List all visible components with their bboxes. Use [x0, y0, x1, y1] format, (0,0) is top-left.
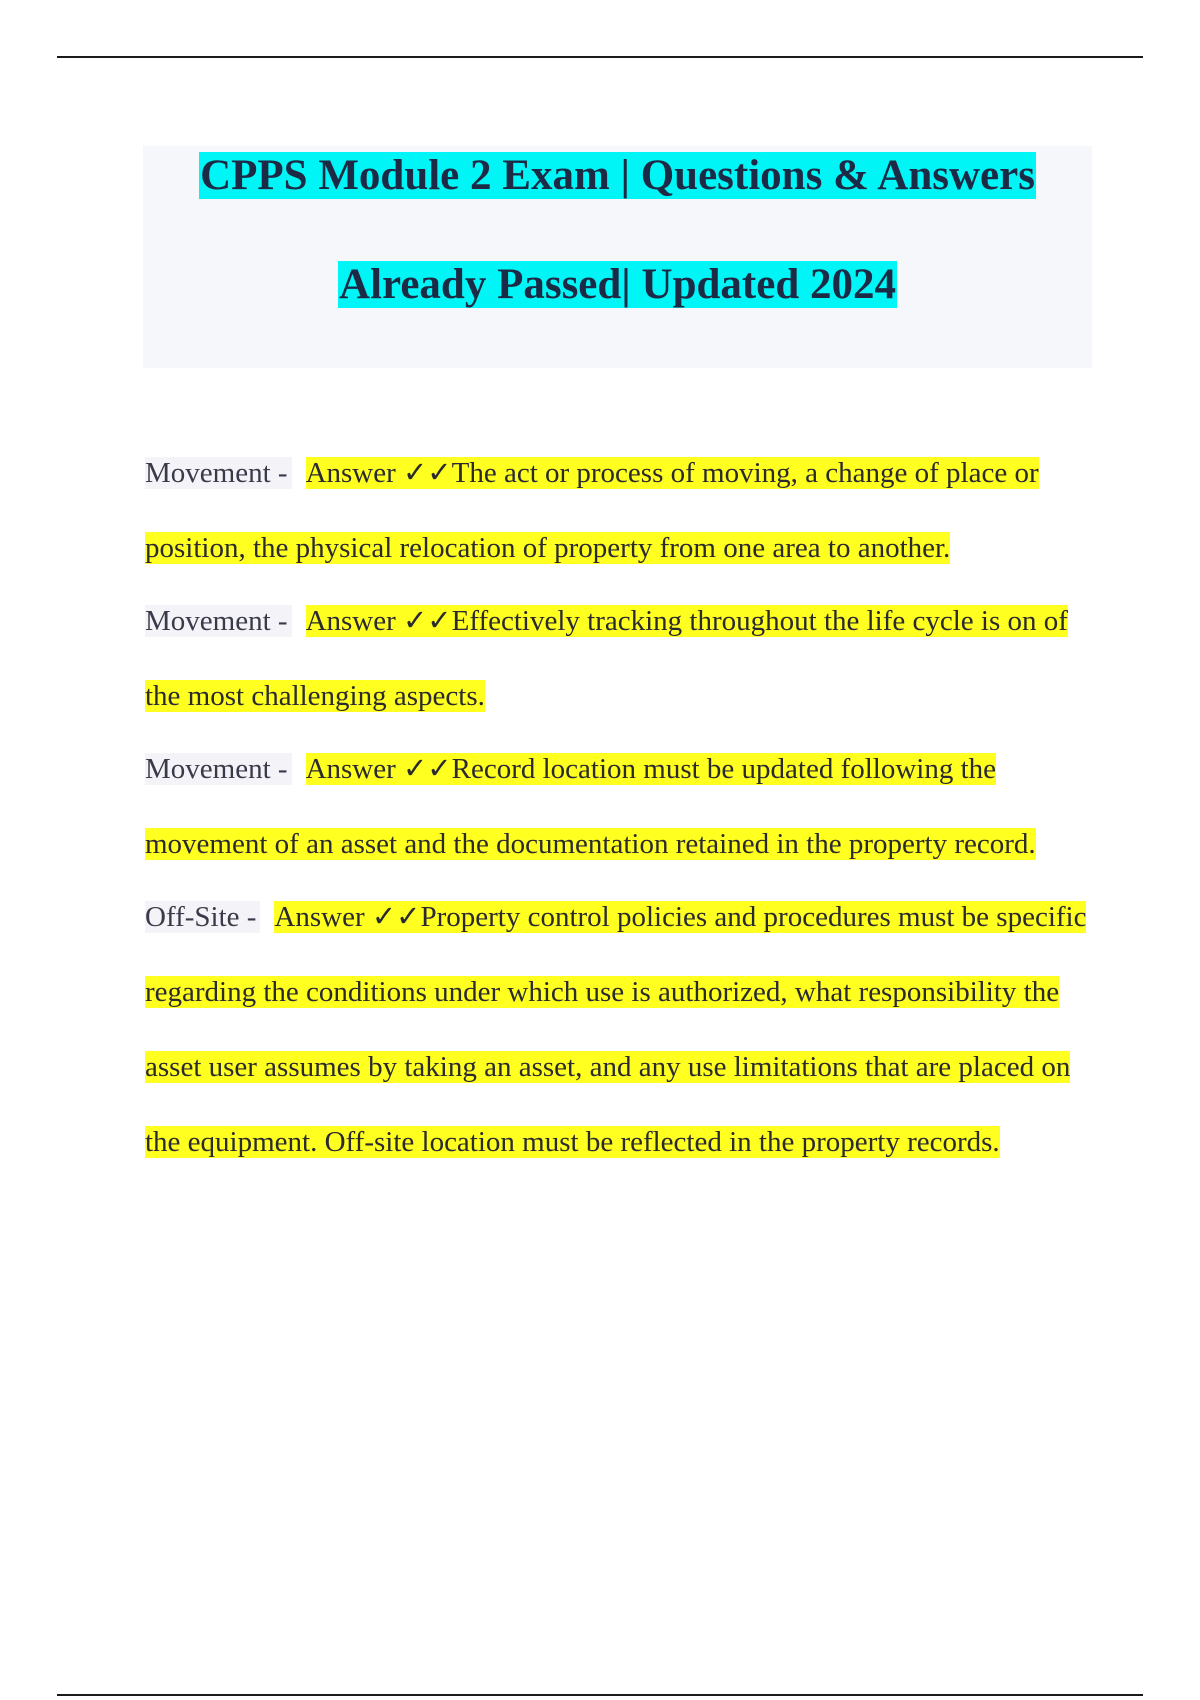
- document-title-line-1: CPPS Module 2 Exam | Questions & Answers: [200, 152, 1035, 199]
- document-title-block: [143, 146, 1092, 368]
- qa-term: Off-Site -: [145, 901, 260, 933]
- qa-term: Movement -: [145, 605, 292, 637]
- qa-item: [145, 880, 1095, 1180]
- qa-term: Movement -: [145, 753, 292, 785]
- qa-answer: Answer ✓✓Effectively tracking throughout the life cycle is on of the most challenging aspects.: [145, 605, 1068, 712]
- top-divider: [57, 56, 1143, 58]
- qa-item: [145, 732, 1095, 882]
- qa-answer: Answer ✓✓The act or process of moving, a change of place or position, the physical relocation of property from one area to another.: [145, 457, 1039, 564]
- qa-answer: Answer ✓✓Property control policies and procedures must be specific regarding the conditions under which use is authorized, what responsibility the asset user assumes by taking an asset, and any use limitations that are placed on the equipment. Off-site location must be reflected in the property records.: [145, 901, 1087, 1158]
- qa-item: [145, 436, 1095, 586]
- bottom-divider: [57, 1694, 1143, 1696]
- qa-term: Movement -: [145, 457, 292, 489]
- qa-item: [145, 584, 1095, 734]
- qa-answer: Answer ✓✓Record location must be updated following the movement of an asset and the documentation retained in the property record.: [145, 753, 1036, 860]
- document-title-line-2: Already Passed| Updated 2024: [339, 261, 896, 308]
- qa-list: [145, 436, 1095, 1178]
